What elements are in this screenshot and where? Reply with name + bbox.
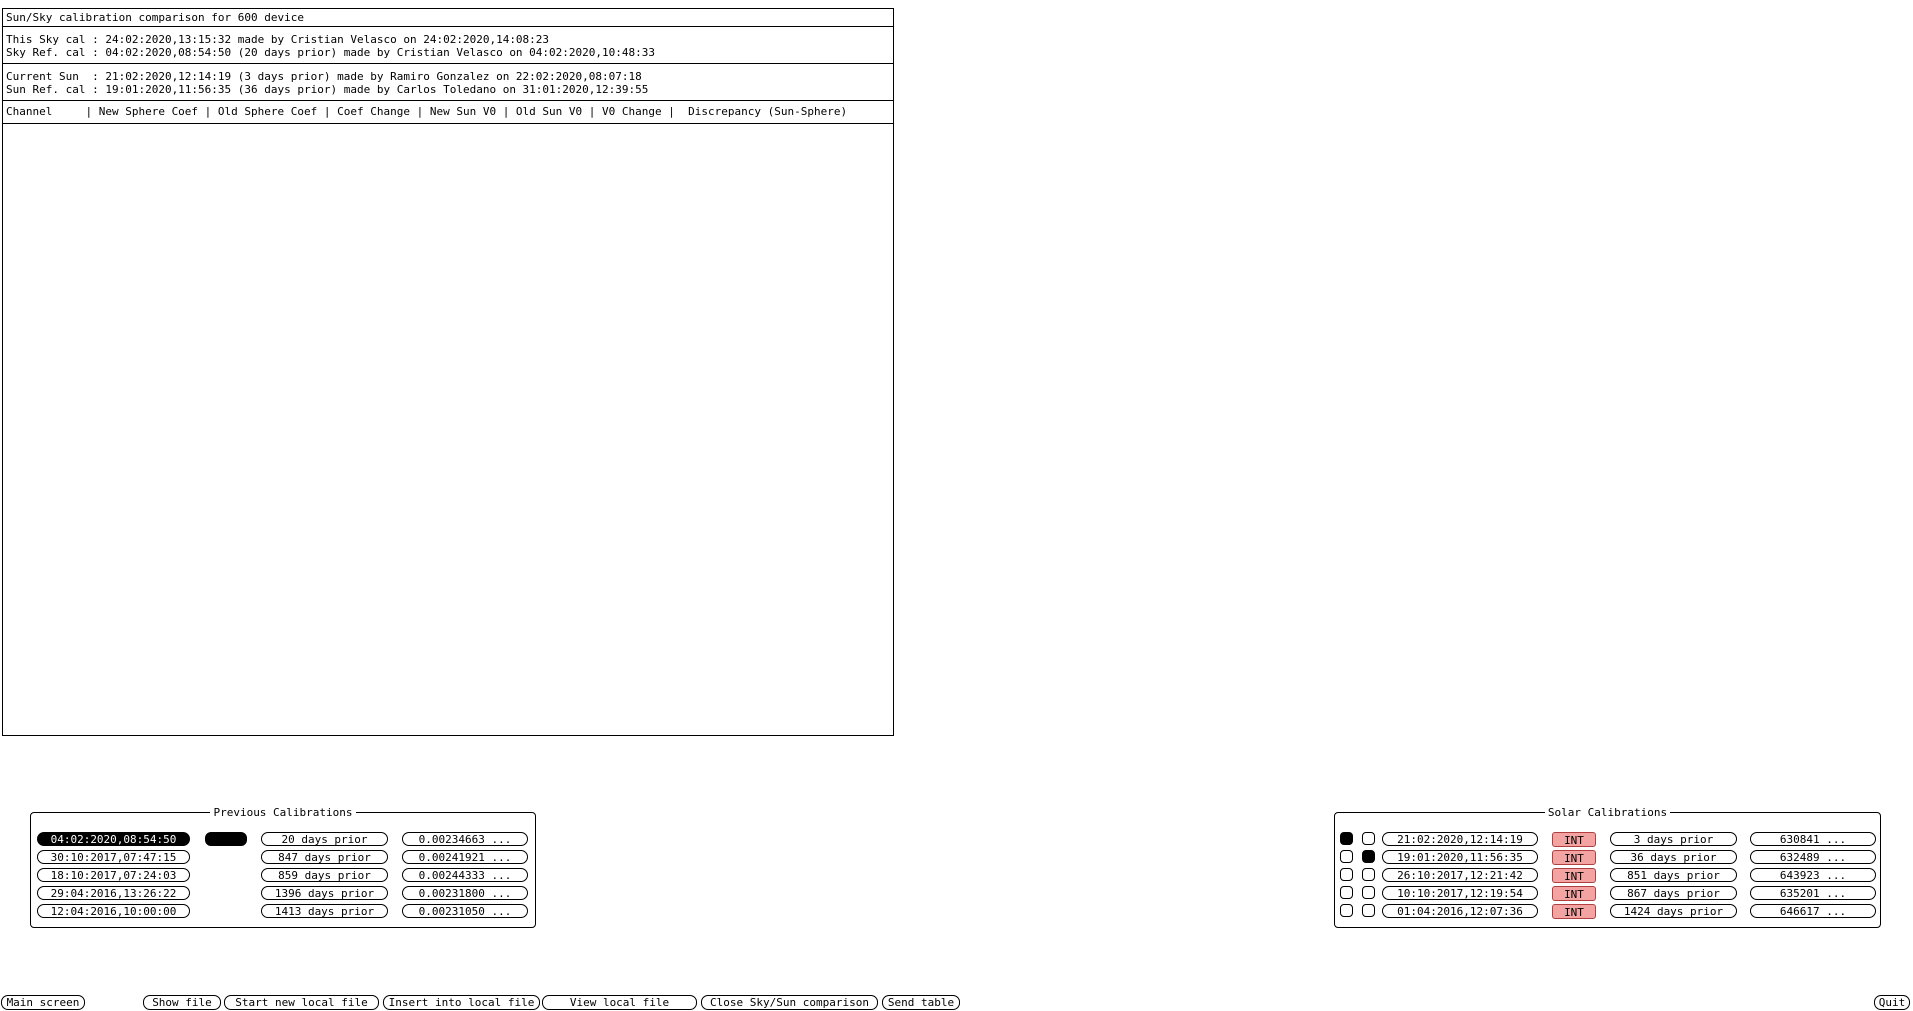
solar-cal-date[interactable]: 26:10:2017,12:21:42 [1382, 868, 1538, 882]
previous-cal-prior: 20 days prior [261, 832, 388, 846]
solar-cal-value[interactable]: 643923 ... [1750, 868, 1876, 882]
previous-cal-date[interactable]: 04:02:2020,08:54:50 [37, 832, 190, 846]
previous-cal-value[interactable]: 0.00231050 ... [402, 904, 528, 918]
ref-cal-checkbox[interactable] [1362, 904, 1375, 917]
ref-cal-checkbox[interactable] [1362, 868, 1375, 881]
current-sun: Current Sun : 21:02:2020,12:14:19 (3 days prior) made by Ramiro Gonzalez on 22:02:2020,08:07:18 [6, 70, 642, 83]
solar-cal-prior: 867 days prior [1610, 886, 1737, 900]
table-header [3, 101, 893, 124]
solar-cal-type-badge: INT [1552, 850, 1596, 865]
report-title: Sun/Sky calibration comparison for 600 device [6, 11, 305, 24]
solar-calibrations-panel [1334, 806, 1881, 928]
solar-cal-date[interactable]: 21:02:2020,12:14:19 [1382, 832, 1538, 846]
previous-cal-date[interactable]: 12:04:2016,10:00:00 [37, 904, 190, 918]
ref-cal-checkbox[interactable] [1362, 850, 1375, 863]
solar-cal-type-badge: INT [1552, 886, 1596, 901]
sun-cal-section [3, 64, 893, 101]
previous-cal-date[interactable]: 29:04:2016,13:26:22 [37, 886, 190, 900]
sun-cal-checkbox[interactable] [1340, 886, 1353, 899]
sun-cal-checkbox[interactable] [1340, 850, 1353, 863]
solar-cal-date[interactable]: 10:10:2017,12:19:54 [1382, 886, 1538, 900]
previous-cal-prior: 859 days prior [261, 868, 388, 882]
comparison-report [2, 8, 894, 736]
solar-cal-date[interactable]: 01:04:2016,12:07:36 [1382, 904, 1538, 918]
previous-cal-date[interactable]: 30:10:2017,07:47:15 [37, 850, 190, 864]
close-comparison-button[interactable]: Close Sky/Sun comparison [701, 995, 878, 1010]
quit-button[interactable]: Quit [1874, 995, 1910, 1010]
previous-cal-prior: 1413 days prior [261, 904, 388, 918]
previous-calibrations-legend: Previous Calibrations [213, 806, 353, 819]
column-headers: Channel | New Sphere Coef | Old Sphere Coef | Coef Change | New Sun V0 | Old Sun V0 | V0 Change | Discrepancy (Sun-Sphere) [6, 105, 848, 118]
previous-calibrations-panel [30, 806, 536, 928]
sun-ref-cal: Sun Ref. cal : 19:01:2020,11:56:35 (36 days prior) made by Carlos Toledano on 31:01:2020,12:39:55 [6, 83, 649, 96]
ref-cal-checkbox[interactable] [1362, 886, 1375, 899]
sun-cal-checkbox[interactable] [1340, 904, 1353, 917]
solar-cal-type-badge: INT [1552, 904, 1596, 919]
solar-cal-prior: 3 days prior [1610, 832, 1737, 846]
previous-cal-value[interactable]: 0.00244333 ... [402, 868, 528, 882]
show-file-button[interactable]: Show file [143, 995, 221, 1010]
solar-cal-value[interactable]: 646617 ... [1750, 904, 1876, 918]
solar-cal-prior: 36 days prior [1610, 850, 1737, 864]
solar-cal-date[interactable]: 19:01:2020,11:56:35 [1382, 850, 1538, 864]
sky-cal-section [3, 27, 893, 64]
main-screen-button[interactable]: Main screen [1, 995, 85, 1010]
sun-cal-checkbox[interactable] [1340, 868, 1353, 881]
view-local-file-button[interactable]: View local file [542, 995, 697, 1010]
previous-cal-value[interactable]: 0.00241921 ... [402, 850, 528, 864]
previous-cal-prior: 847 days prior [261, 850, 388, 864]
solar-cal-value[interactable]: 630841 ... [1750, 832, 1876, 846]
report-title-section [3, 9, 893, 27]
previous-cal-prior: 1396 days prior [261, 886, 388, 900]
previous-cal-indicator [205, 832, 247, 846]
solar-cal-value[interactable]: 635201 ... [1750, 886, 1876, 900]
solar-calibrations-legend: Solar Calibrations [1547, 806, 1668, 819]
previous-cal-value[interactable]: 0.00234663 ... [402, 832, 528, 846]
insert-into-local-file-button[interactable]: Insert into local file [383, 995, 540, 1010]
solar-cal-prior: 1424 days prior [1610, 904, 1737, 918]
previous-cal-date[interactable]: 18:10:2017,07:24:03 [37, 868, 190, 882]
send-table-button[interactable]: Send table [882, 995, 960, 1010]
this-sky-cal: This Sky cal : 24:02:2020,13:15:32 made by Cristian Velasco on 24:02:2020,14:08:23 [6, 33, 550, 46]
previous-cal-value[interactable]: 0.00231800 ... [402, 886, 528, 900]
start-new-local-file-button[interactable]: Start new local file [224, 995, 379, 1010]
solar-cal-type-badge: INT [1552, 832, 1596, 847]
sky-ref-cal: Sky Ref. cal : 04:02:2020,08:54:50 (20 days prior) made by Cristian Velasco on 04:02:2020,10:48:33 [6, 46, 656, 59]
sun-cal-checkbox[interactable] [1340, 832, 1353, 845]
solar-cal-type-badge: INT [1552, 868, 1596, 883]
solar-cal-value[interactable]: 632489 ... [1750, 850, 1876, 864]
solar-cal-prior: 851 days prior [1610, 868, 1737, 882]
ref-cal-checkbox[interactable] [1362, 832, 1375, 845]
